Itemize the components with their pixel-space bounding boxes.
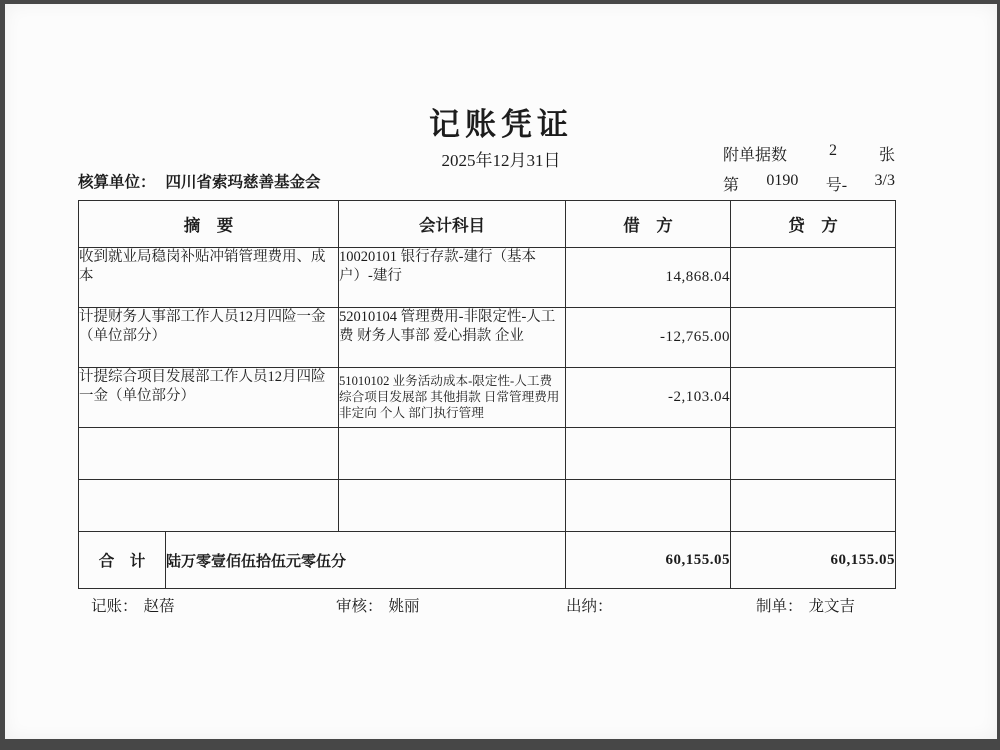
debit-cell [566,428,731,480]
table-row [79,248,896,308]
number-suffix: 号- [825,177,848,194]
voucher-meta [723,142,895,202]
bookkeeper-name: 赵蓓 [143,598,175,615]
voucher-number: 0190 [766,172,799,189]
table-row [79,308,896,368]
voucher-number-line [723,172,895,195]
credit-cell [731,480,896,532]
cashier-signature [566,594,619,616]
account-cell: 10020101 银行存款-建行（基本户）-建行 [339,248,566,308]
page-indicator: 3/3 [874,172,895,189]
header-summary: 摘 要 [79,201,339,248]
header-debit: 借 方 [566,201,731,248]
debit-cell: -12,765.00 [566,308,731,368]
voucher-date: 2025年12月31日 [441,151,561,170]
credit-cell [731,428,896,480]
reviewer-label: 审核： [336,598,383,615]
bookkeeper-signature [91,594,175,616]
debit-cell [566,480,731,532]
credit-cell [731,368,896,428]
header-account: 会计科目 [339,201,566,248]
attachment-unit: 张 [878,147,895,164]
account-cell [339,428,566,480]
reviewer-signature [336,594,420,616]
summary-cell: 收到就业局稳岗补贴冲销管理费用、成本 [79,248,339,308]
preparer-label: 制单： [756,598,803,615]
unit-label: 核算单位： [78,174,156,191]
total-amount-in-words: 陆万零壹佰伍拾伍元零伍分 [166,532,566,589]
debit-cell: -2,103.04 [566,368,731,428]
accounting-unit-line [78,170,321,192]
credit-cell [731,308,896,368]
total-label: 合 计 [79,532,166,589]
credit-cell [731,248,896,308]
summary-cell: 计提综合项目发展部工作人员12月四险一金（单位部分） [79,368,339,428]
preparer-name: 龙文吉 [808,598,856,615]
attachment-label: 附单据数 [723,147,788,164]
summary-cell [79,428,339,480]
table-row [79,368,896,428]
table-row [79,428,896,480]
total-debit: 60,155.05 [566,532,731,589]
total-row [79,532,896,589]
account-cell: 51010102 业务活动成本-限定性-人工费 综合项目发展部 其他捐款 日常管理费用 非定向 个人 部门执行管理 [339,368,566,428]
preparer-signature [756,594,855,616]
summary-cell [79,480,339,532]
voucher-title: 记账凭证 [429,107,573,142]
number-prefix: 第 [723,177,740,194]
bookkeeper-label: 记账： [91,598,138,615]
voucher-table [78,200,896,589]
voucher-page [5,4,997,739]
table-row [79,480,896,532]
attachment-count: 2 [829,142,837,159]
cashier-label: 出纳： [566,598,613,615]
reviewer-name: 姚丽 [388,598,420,615]
table-header-row [79,201,896,248]
header-credit: 贷 方 [731,201,896,248]
total-credit: 60,155.05 [731,532,896,589]
attachment-line [723,142,895,165]
account-cell: 52010104 管理费用-非限定性-人工费 财务人事部 爱心捐款 企业 [339,308,566,368]
unit-name: 四川省索玛慈善基金会 [165,174,321,191]
debit-cell: 14,868.04 [566,248,731,308]
account-cell [339,480,566,532]
summary-cell: 计提财务人事部工作人员12月四险一金（单位部分） [79,308,339,368]
signature-row [5,594,997,618]
